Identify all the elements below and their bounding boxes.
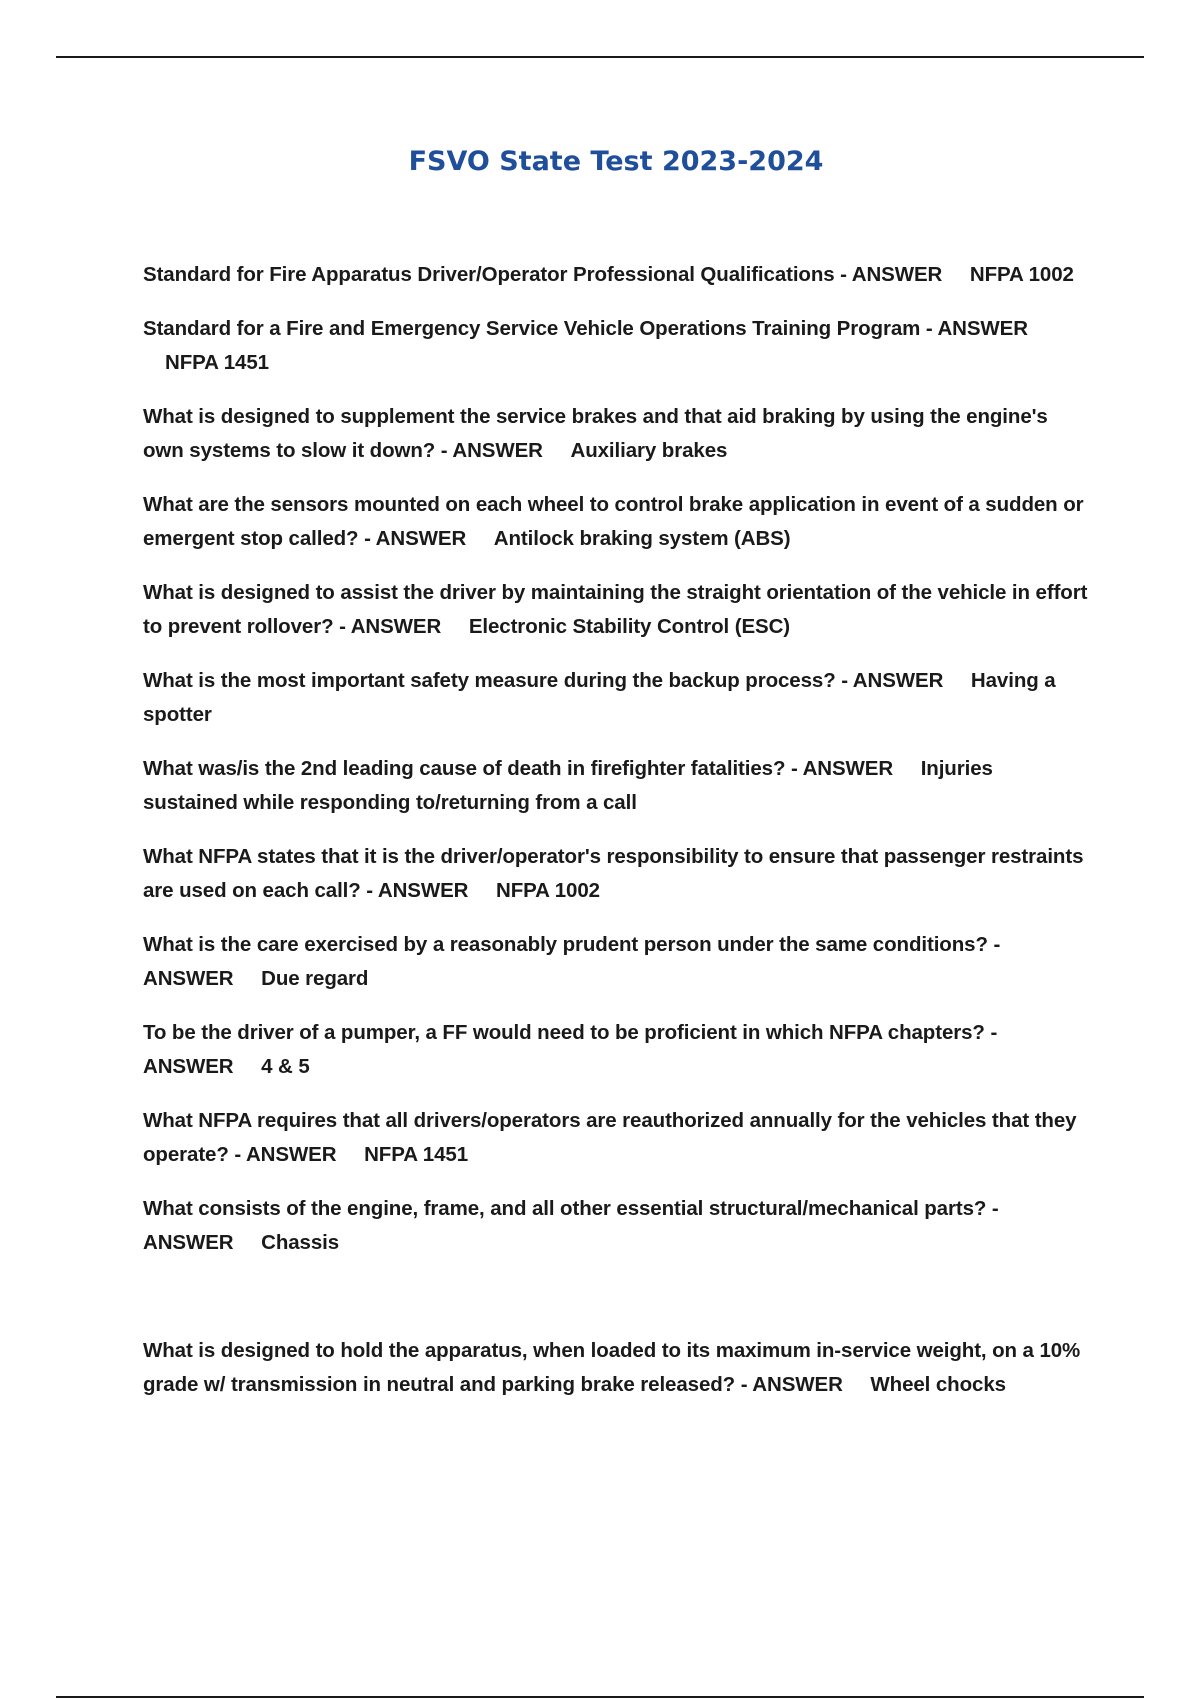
- answer-text: NFPA 1002: [969, 263, 1074, 286]
- answer-label: ANSWER: [937, 317, 1028, 340]
- answer-text: Having a spotter: [143, 669, 1056, 726]
- question-text: What is designed to supplement the service brakes and that aid braking by using the engine's own systems to slow it down? -: [143, 405, 1048, 462]
- answer-text: Injuries sustained while responding to/returning from a call: [143, 757, 993, 814]
- answer-text: Wheel chocks: [870, 1373, 1006, 1396]
- answer-text: Due regard: [261, 967, 369, 990]
- answer-text: NFPA 1002: [496, 879, 600, 902]
- qa-item: [143, 488, 1088, 556]
- answer-label: ANSWER: [143, 1055, 234, 1078]
- question-text: What are the sensors mounted on each wheel to control brake application in event of a sudden or emergent stop called? -: [143, 493, 1084, 550]
- qa-item: [143, 664, 1088, 732]
- qa-item: [143, 400, 1088, 468]
- question-text: What is the most important safety measure during the backup process? -: [143, 669, 848, 692]
- document-title: FSVO State Test 2023-2024: [408, 146, 824, 177]
- qa-item: [143, 1104, 1088, 1172]
- question-text: What is designed to hold the apparatus, when loaded to its maximum in-service weight, on a 10% grade w/ transmission in neutral and parking brake released? -: [143, 1339, 1081, 1396]
- question-text: Standard for Fire Apparatus Driver/Operator Professional Qualifications -: [143, 263, 847, 286]
- question-text: What NFPA requires that all drivers/operators are reauthorized annually for the vehicles that they operate? -: [143, 1109, 1077, 1166]
- question-text: Standard for a Fire and Emergency Service Vehicle Operations Training Program -: [143, 317, 933, 340]
- question-text: What is the care exercised by a reasonably prudent person under the same conditions? -: [143, 933, 1001, 956]
- answer-label: ANSWER: [752, 1373, 843, 1396]
- qa-item: [143, 258, 1088, 292]
- qa-item: [143, 928, 1088, 996]
- answer-text: Antilock braking system (ABS): [493, 527, 791, 550]
- answer-text: 4 & 5: [261, 1055, 310, 1078]
- qa-list: [143, 258, 1088, 1422]
- question-text: What was/is the 2nd leading cause of death in firefighter fatalities? -: [143, 757, 798, 780]
- qa-item: [143, 576, 1088, 644]
- qa-item: [143, 1016, 1088, 1084]
- qa-item: [143, 312, 1088, 380]
- answer-text: Electronic Stability Control (ESC): [468, 615, 791, 638]
- answer-label: ANSWER: [375, 527, 467, 550]
- answer-text: Chassis: [261, 1231, 340, 1254]
- question-text: To be the driver of a pumper, a FF would need to be proficient in which NFPA chapters? -: [143, 1021, 998, 1044]
- question-text: What consists of the engine, frame, and all other essential structural/mechanical parts? -: [143, 1197, 999, 1220]
- answer-label: ANSWER: [245, 1143, 337, 1166]
- answer-label: ANSWER: [802, 757, 894, 780]
- qa-item: [143, 1192, 1088, 1260]
- qa-item: [143, 752, 1088, 820]
- answer-text: Auxiliary brakes: [570, 439, 728, 462]
- answer-label: ANSWER: [377, 879, 469, 902]
- question-text: What is designed to assist the driver by maintaining the straight orientation of the vehicle in effort to prevent rollover? -: [143, 581, 1088, 638]
- qa-item: [143, 1334, 1088, 1402]
- top-rule: [56, 56, 1144, 58]
- qa-item: [143, 840, 1088, 908]
- answer-text: NFPA 1451: [165, 351, 269, 374]
- answer-label: ANSWER: [852, 669, 944, 692]
- answer-label: ANSWER: [143, 1231, 234, 1254]
- answer-label: ANSWER: [452, 439, 543, 462]
- bottom-rule: [56, 1696, 1144, 1698]
- question-text: What NFPA states that it is the driver/operator's responsibility to ensure that passenger restraints are used on each call? -: [143, 845, 1084, 902]
- answer-label: ANSWER: [851, 263, 943, 286]
- answer-label: ANSWER: [350, 615, 442, 638]
- answer-text: NFPA 1451: [364, 1143, 469, 1166]
- answer-label: ANSWER: [143, 967, 234, 990]
